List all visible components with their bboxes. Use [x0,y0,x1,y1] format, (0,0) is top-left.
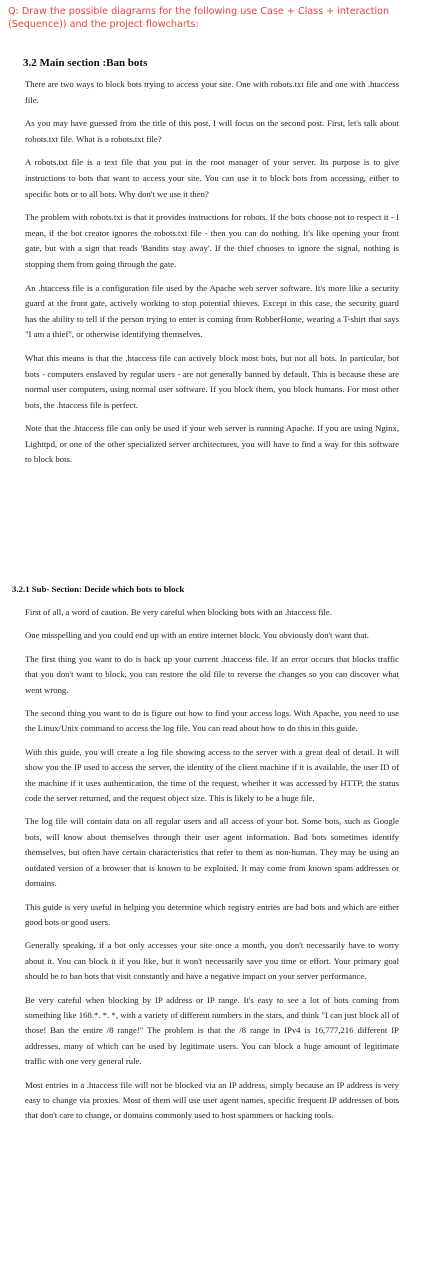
subsection-body [25,605,399,1132]
paragraph: As you may have guessed from the title of this post, I will focus on the second post. First, let's talk about robots.txt file. What is a robots.txt file? [25,118,399,144]
paragraph: This guide is very useful in helping you determine which registry entries are bad bots and which are either good bots or good users. [25,901,399,927]
paragraph: With this guide, you will create a log file showing access to the server with a great deal of detail. It will show you the IP used to access the server, the identity of the client machine if it is available, the user ID of the machine if it uses authentication, the time of the request, whether it was accessed by HTTP, the status code the server returned, and the request object size. This is likely to be a huge file. [25,746,399,804]
paragraph: The log file will contain data on all regular users and all access of your bot. Some bots, such as Google bots, will know about themselves through their user agent information. Bad bots sometimes identify themselves, but often have certain characteristics that refer to them as non-human. They may be using an outdated version of a browser that is known to be exploited. It may come from known spam addresses or domains. [25,816,399,889]
paragraph: Generally speaking, if a bot only accesses your site once a month, you don't necessarily have to worry about it. You can block it if you like, but it won't necessarily save you time or effort. Your primary goal should be to ban bots that visit constantly and have a negative impact on your server performance. [25,940,399,982]
paragraph: First of all, a word of caution. Be very careful when blocking bots with an .htaccess file. [25,607,332,617]
paragraph: Be very careful when blocking by IP address or IP range. It's easy to see a lot of bots coming from something like 168.*. *. *, with a variety of different numbers in the stars, and think "I can just block all of those! Ban the entire /8 range!" The problem is that the /8 range in IPv4 is 16,777,216 different IP addresses, many of which can be used by legitimate users. You can block a huge amount of legitimate traffic with one very general rule. [25,994,399,1067]
paragraph: Note that the .htaccess file can only be used if your web server is running Apache. If you are using Nginx, Lighttpd, or one of the other specialized server architectures, you will have to find a way for this software to block bots. [25,423,399,465]
paragraph: An .htaccess file is a configuration file used by the Apache web server software. It's more like a security guard at the front gate, actively working to stop potential thieves. Except in this case, the security guard has the ability to tell if the person trying to enter is coming from RobberHome, wearing a T-shirt that says "I am a thief", or otherwise identifying themselves. [25,282,399,340]
paragraph: One misspelling and you could end up with an entire internet block. You obviously don't want that. [25,630,369,641]
question-text: Q: Draw the possible diagrams for the following use Case + Class + interaction (Sequence)) and the project flowcharts: [8,6,390,30]
paragraph: The first thing you want to do is back up your current .htaccess file. If an error occurs that blocks traffic that you don't want to block, you can restore the old file to reverse the changes so you can discover what went wrong. [25,653,399,695]
paragraph: A robots.txt file is a text file that you put in the root manager of your server. Its purpose is to give instructions to bots that want to access your site. You can use it to block bots from accessing, either to specific bots or to all bots. Why don't we use it then? [25,157,399,199]
subsection-heading: 3.2.1 Sub- Section: Decide which bots to block [12,584,185,594]
section-body [25,77,399,476]
paragraph: What this means is that the .htaccess file can actively block most bots, but not all bots. In particular, bot bots - computers enslaved by regular users - are not generally banned by default. This is because these are normal user computers, using normal user software. If you block them, you block humans. For most other bots, the .htaccess file is perfect. [25,352,399,410]
paragraph: Most entries in a .htaccess file will not be blocked via an IP address, simply because an IP address is very easy to change via proxies. Most of them will use user agent names, specific frequent IP addresses of bots that don't care to change, or domains commonly used to host spammers or hacking tools. [25,1079,399,1121]
paragraph: There are two ways to block bots trying to access your site. One with robots.txt file and one with .htaccess file. [25,79,399,105]
paragraph: The second thing you want to do is figure out how to find your access logs. With Apache, you need to use the Linux/Unix command to access the log file. You can read about how to do this in this guide. [25,708,399,734]
section-heading: 3.2 Main section :Ban bots [23,57,148,69]
paragraph: The problem with robots.txt is that it provides instructions for robots. If the bots choose not to respect it - I mean, if the bot creator ignores the robots.txt file - then you can do nothing. It's like opening your front gate, but with a sign that reads 'Bandits stay away'. If the thief chooses to ignore the signal, nothing is stopping them from going through the gate. [25,212,399,269]
